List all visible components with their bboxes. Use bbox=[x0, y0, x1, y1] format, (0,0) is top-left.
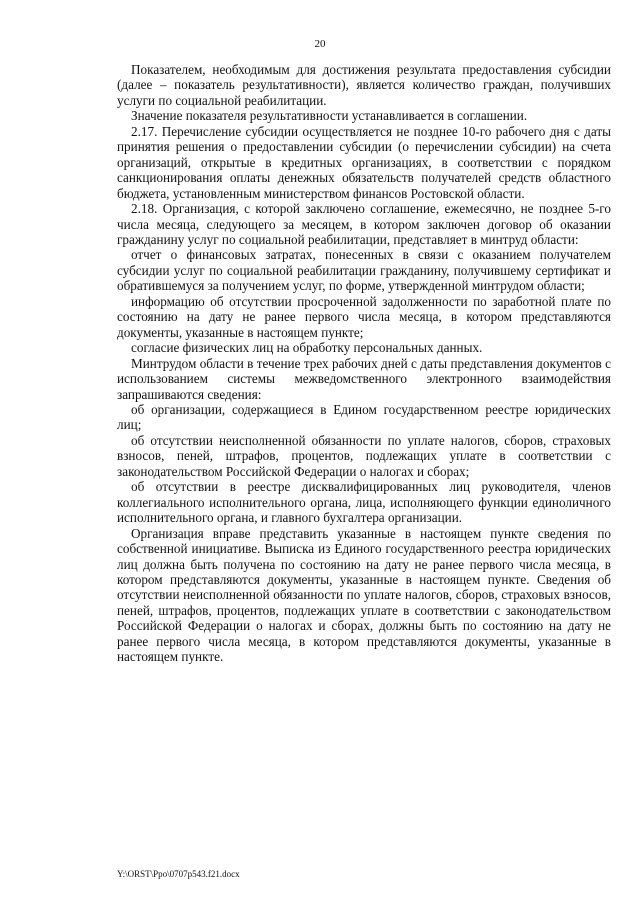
paragraph-indicator-definition: Показателем, необходимым для достижения результата предоставления субсидии (далее – показатель результативности), является количество граждан, получивших услуги по социальной реабилитации. bbox=[117, 62, 611, 108]
paragraph-financial-report: отчет о финансовых затратах, понесенных в связи с оказанием получателем субсидии услуг по социальной реабилитации гражданину, получившему сертификат и обратившемуся за получением услуг, по форме, утвержденной минтрудом области; bbox=[117, 247, 611, 294]
paragraph-indicator-value: Значение показателя результативности устанавливается в соглашении. bbox=[131, 108, 528, 124]
paragraph-own-initiative: Организация вправе представить указанные в настоящем пункте сведения по собственной инициативе. Выписка из Единого государственного реестра юридических лиц должна быть получена по состоянию на дату не ранее первого числа месяца, в котором представляются документы, указанные в настоящем пункте. Сведения об отсутствии неисполненной обязанности по уплате налогов, сборов, страховых взносов, пеней, штрафов, процентов, подлежащих уплате в соответствии с законодательством Российской Федерации о налогах и сборах, должны быть по состоянию на дату не ранее первого числа месяца, в котором представляются документы, указанные в настоящем пункте. bbox=[117, 525, 611, 665]
paragraph-salary-debt-info: информацию об отсутствии просроченной задолженности по заработной плате по состоянию на дату не ранее первого числа месяца, в котором представляются документы, указанные в настоящем пункте; bbox=[117, 293, 611, 340]
paragraph-2-18-monthly-report: 2.18. Организация, с которой заключено соглашение, ежемесячно, не позднее 5-го числа месяца, следующего за месяцем, в котором заключен договор об оказании гражданину услуг по социальной реабилитации, представляет в минтруд области: bbox=[117, 201, 611, 247]
paragraph-tax-obligations: об отсутствии неисполненной обязанности по уплате налогов, сборов, страховых взносов, пеней, штрафов, процентов, подлежащих уплате в соответствии с законодательством Российской Федерации о налогах и сборах; bbox=[117, 432, 611, 479]
document-body bbox=[117, 62, 611, 665]
paragraph-interagency-request: Минтрудом области в течение трех рабочих дней с даты представления документов с использованием системы межведомственного электронного взаимодействия запрашиваются сведения: bbox=[117, 355, 611, 402]
footer-file-path: Y:\ORST\Ppo\0707p543.f21.docx bbox=[117, 869, 240, 879]
paragraph-2-17-transfer: 2.17. Перечисление субсидии осуществляется не позднее 10-го рабочего дня с даты принятия решения о предоставлении субсидии (о перечислении субсидии) на счета организаций, открытые в кредитных организациях, в соответствии с порядком санкционирования оплаты денежных обязательств получателей средств областного бюджета, установленным министерством финансов Ростовской области. bbox=[117, 123, 611, 201]
paragraph-legal-entity-registry: об организации, содержащиеся в Едином государственном реестре юридических лиц; bbox=[117, 401, 611, 433]
page-number: 20 bbox=[314, 38, 326, 50]
paragraph-personal-data-consent: согласие физических лиц на обработку персональных данных. bbox=[131, 340, 483, 356]
paragraph-disqualified-persons: об отсутствии в реестре дисквалифицированных лиц руководителя, членов коллегиального исполнительного органа, лица, исполняющего функции единоличного исполнительного органа, и главного бухгалтера организации. bbox=[117, 479, 611, 526]
